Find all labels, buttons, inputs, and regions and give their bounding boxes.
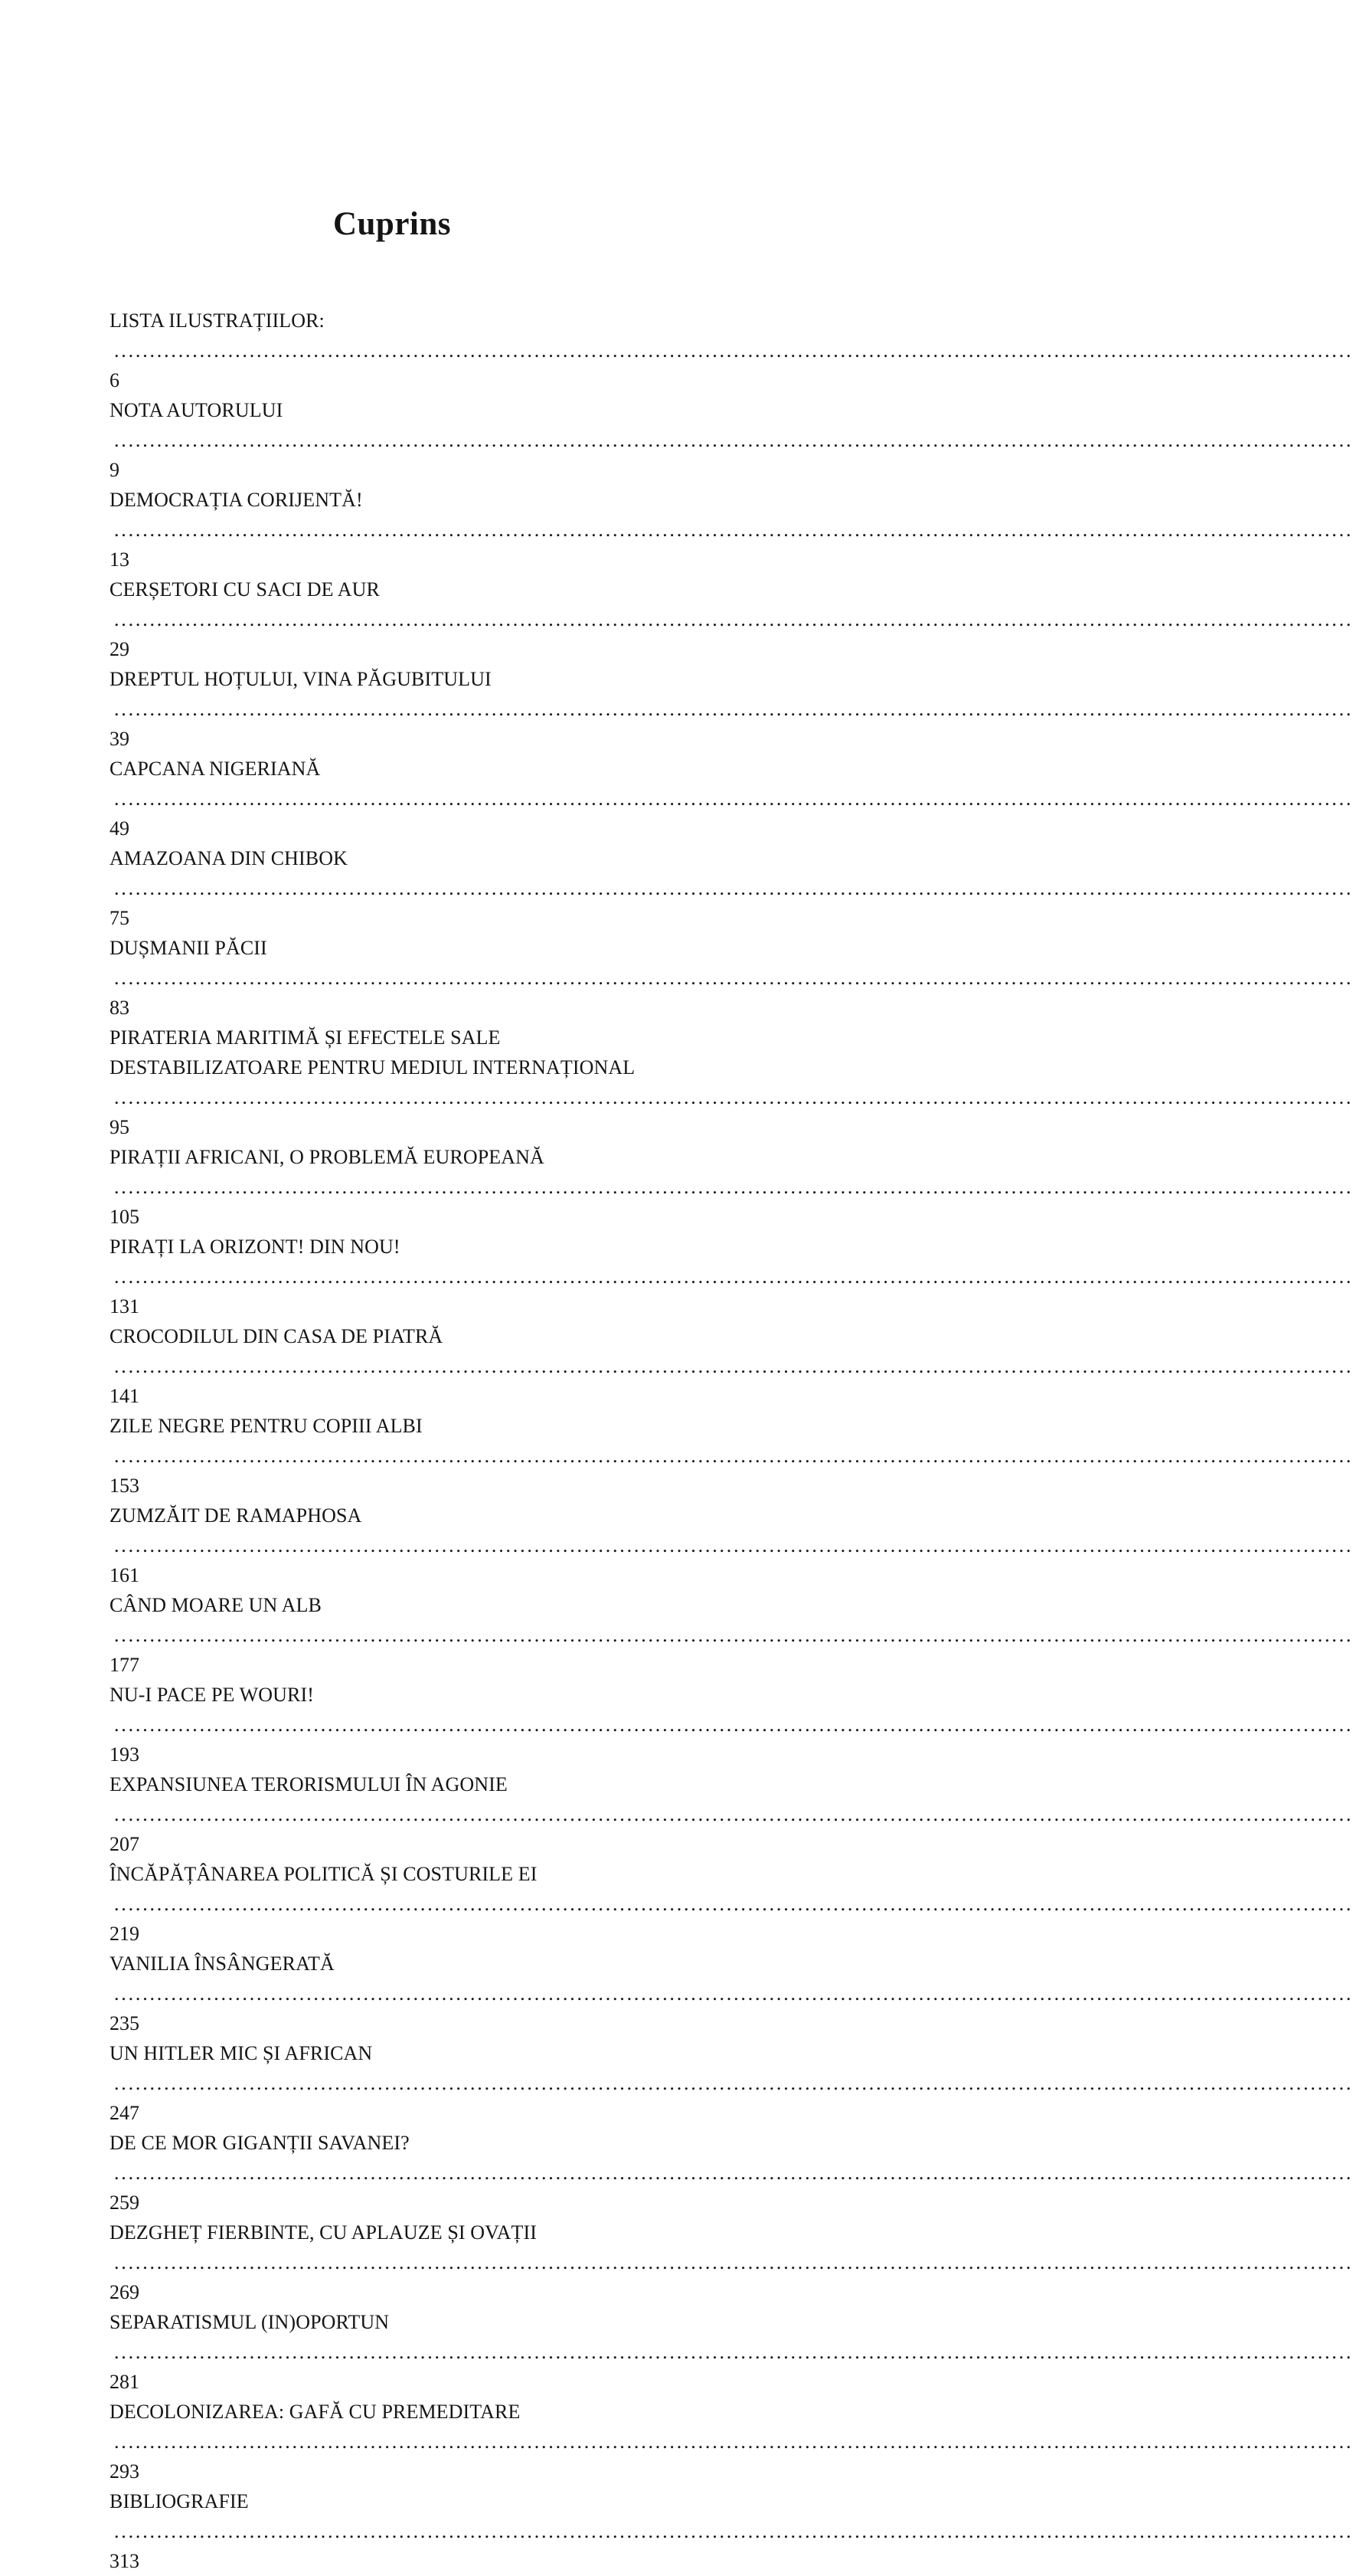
toc-entry [109,2218,672,2307]
toc-entry-title: AMAZOANA DIN CHIBOK [109,847,348,870]
toc-leader-dots [114,1172,666,1202]
toc-entry-page-number: 259 [109,2191,139,2214]
toc-entry-title: NOTA AUTORULUI [109,399,283,422]
toc-entry-title: CAPCANA NIGERIANĂ [109,758,321,781]
toc-entry-page-number: 13 [109,548,129,571]
toc-entry-title: ZUMZĂIT DE RAMAPHOSA [109,1504,362,1527]
toc-leader-dots [114,425,666,455]
toc-entry-title: BIBLIOGRAFIE [109,2490,249,2513]
toc-entry-page-number: 269 [109,2281,139,2304]
toc-entry [109,1680,672,1769]
toc-entry-page-number: 161 [109,1564,139,1587]
toc-entry [109,754,672,843]
toc-leader-dots [114,2427,666,2457]
toc-entry-title: UN HITLER MIC ȘI AFRICAN [109,2042,373,2065]
toc-entry-title: EXPANSIUNEA TERORISMULUI ÎN AGONIE [109,1773,508,1796]
toc-entry-title: SEPARATISMUL (IN)OPORTUN [109,2311,390,2334]
toc-entry [109,574,672,664]
toc-entry-title: CROCODILUL DIN CASA DE PIATRĂ [109,1325,443,1348]
toc-entry [109,1859,672,1949]
toc-entry [109,1232,672,1321]
toc-entry-page-number: 193 [109,1743,139,1766]
toc-entry [109,664,672,754]
toc-entry-page-number: 9 [109,459,119,482]
toc-leader-dots [114,963,666,993]
toc-entry-page-number: 207 [109,1833,139,1856]
toc-entry [109,1769,672,1859]
toc-leader-dots [114,694,666,724]
toc-entry-title: VANILIA ÎNSÂNGERATĂ [109,1952,335,1975]
page-title: Cuprins [332,206,452,242]
toc-entry-page-number: 247 [109,2102,139,2125]
toc-entry-page-number: 313 [109,2550,139,2573]
toc-entry [109,933,672,1023]
toc-entry-title: PIRAȚII AFRICANI, O PROBLEMĂ EUROPEANĂ [109,1146,544,1169]
toc-entry [109,1590,672,1680]
toc-entry [109,2307,672,2397]
toc-entry-title: DECOLONIZAREA: GAFĂ CU PREMEDITARE [109,2401,521,2424]
toc-entry-page-number: 29 [109,638,129,661]
toc-leader-dots [114,2158,666,2188]
toc-list [109,306,672,2576]
toc-entry [109,2397,672,2486]
toc-leader-dots [114,515,666,545]
toc-leader-dots [114,1979,666,2008]
toc-leader-dots [114,2247,666,2277]
toc-entry-page-number: 177 [109,1654,139,1677]
toc-leader-dots [114,2337,666,2367]
toc-leader-dots [114,1441,666,1471]
toc-entry-page-number: 131 [109,1295,139,1318]
toc-entry-page-number: 39 [109,728,129,751]
toc-entry-page-number: 83 [109,997,129,1020]
toc-entry-title: ÎNCĂPĂȚÂNAREA POLITICĂ ȘI COSTURILE EI [109,1863,538,1886]
toc-entry-page-number: 153 [109,1475,139,1497]
toc-leader-dots [114,604,666,634]
toc-entry-title: LISTA ILUSTRAȚIILOR: [109,309,325,332]
toc-leader-dots [114,1530,666,1560]
toc-entry-title: DE CE MOR GIGANȚII SAVANEI? [109,2132,410,2155]
toc-entry-title: CÂND MOARE UN ALB [109,1594,322,1617]
toc-leader-dots [114,784,666,813]
toc-entry-page-number: 105 [109,1206,139,1229]
toc-entry-page-number: 95 [109,1116,129,1139]
toc-entry-title: ZILE NEGRE PENTRU COPIII ALBI [109,1415,423,1438]
toc-entry-title: DEMOCRAȚIA CORIJENTĂ! [109,489,363,512]
toc-leader-dots [114,1710,666,1740]
toc-entry [109,2038,672,2128]
toc-entry-title: CERȘETORI CU SACI DE AUR [109,578,380,601]
toc-entry-title: DUȘMANII PĂCII [109,937,267,960]
toc-leader-dots [114,1082,666,1112]
toc-entry-title: PIRAȚI LA ORIZONT! DIN NOU! [109,1236,400,1259]
toc-leader-dots [114,1799,666,1829]
toc-entry-title: PIRATERIA MARITIMĂ ȘI EFECTELE SALE DESTABILIZATOARE PENTRU MEDIUL INTERNAȚIONAL [109,1026,636,1079]
toc-leader-dots [114,1262,666,1291]
toc-entry-title: DREPTUL HOȚULUI, VINA PĂGUBITULUI [109,668,492,691]
toc-entry [109,1142,672,1232]
toc-entry-title: DEZGHEȚ FIERBINTE, CU APLAUZE ȘI OVAȚII [109,2221,538,2244]
toc-entry-page-number: 75 [109,907,129,930]
toc-leader-dots [114,1889,666,1919]
toc-entry [109,1411,672,1501]
toc-entry [109,485,672,574]
toc-entry-page-number: 6 [109,369,119,392]
toc-entry-page-number: 141 [109,1385,139,1408]
toc-leader-dots [114,873,666,903]
toc-leader-dots [114,1620,666,1650]
toc-leader-dots [114,336,666,365]
toc-entry [109,395,672,485]
toc-entry [109,2128,672,2218]
toc-entry-page-number: 281 [109,2371,139,2394]
toc-entry-page-number: 49 [109,817,129,840]
toc-leader-dots [114,2516,666,2546]
toc-entry [109,2486,672,2576]
toc-entry-title: NU-I PACE PE WOURI! [109,1684,314,1707]
toc-entry-page-number: 293 [109,2460,139,2483]
toc-entry [109,1023,672,1142]
toc-entry-page-number: 219 [109,1923,139,1946]
toc-leader-dots [114,2068,666,2098]
toc-entry [109,1949,672,2038]
toc-entry-page-number: 235 [109,2012,139,2035]
toc-entry [109,306,672,395]
toc-entry [109,1321,672,1411]
toc-leader-dots [114,1351,666,1381]
toc-entry [109,1501,672,1590]
toc-entry [109,843,672,933]
